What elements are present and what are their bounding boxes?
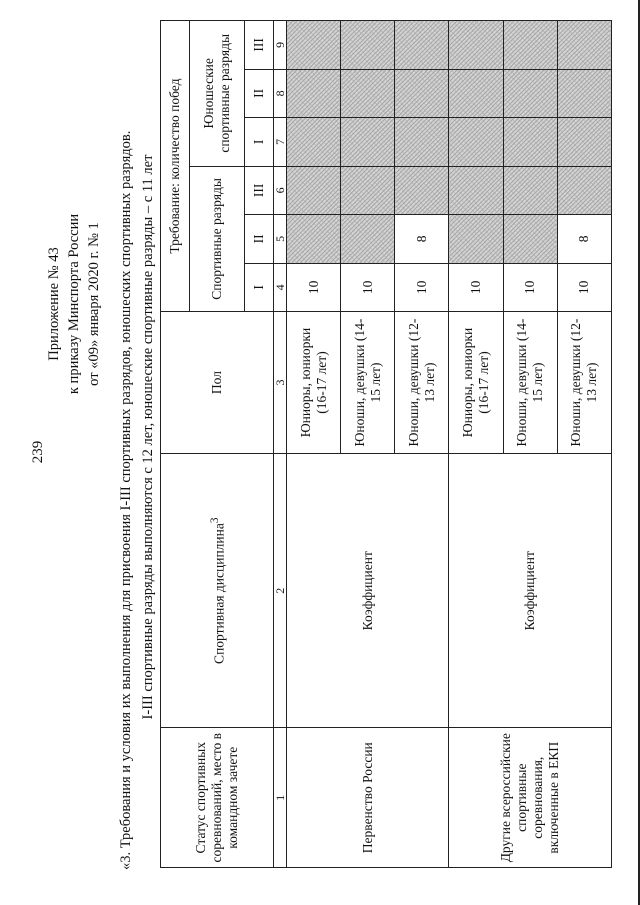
value-cell: 10 (286, 263, 340, 311)
hatched-cell (341, 166, 395, 214)
hatched-cell (503, 166, 557, 214)
appendix-line-3: от «09» января 2020 г. № 1 (86, 222, 102, 386)
sex-cell: Юниоры, юниорки (16-17 лет) (449, 312, 503, 454)
table-caption: I-III спортивные разряды выполняются с 12 лет, юношеские спортивные разряды – с 11 лет (140, 154, 156, 720)
column-number: 1 (273, 728, 286, 868)
sex-cell: Юноши, девушки (12-13 лет) (557, 312, 611, 454)
header-sex: Пол (161, 312, 274, 454)
appendix-line-1: Приложение № 43 (46, 247, 62, 361)
discipline-cell: Коэффициент (449, 454, 612, 728)
header-rank: III (244, 21, 273, 70)
hatched-cell (503, 21, 557, 70)
column-number: 8 (273, 69, 286, 117)
section-heading: «3. Требования и условия их выполнения для присвоения I-III спортивных разрядов, юношеских спортивных разрядов. (118, 130, 134, 870)
page-number: 239 (30, 440, 46, 464)
hatched-cell (557, 166, 611, 214)
value-cell: 8 (395, 215, 449, 263)
header-rank: II (244, 69, 273, 117)
hatched-cell (395, 69, 449, 117)
hatched-cell (503, 118, 557, 166)
hatched-cell (557, 118, 611, 166)
status-cell: Другие всероссийские спортивные соревнования, включенные в ЕКП (449, 728, 612, 868)
value-cell: 10 (395, 263, 449, 311)
column-number: 2 (273, 454, 286, 728)
column-number-row (273, 21, 286, 868)
hatched-cell (449, 21, 503, 70)
value-cell: 10 (557, 263, 611, 311)
status-cell: Первенство России (286, 728, 448, 868)
footnote-marker: 3 (208, 517, 221, 524)
table-row (449, 21, 503, 868)
appendix-block (44, 144, 104, 464)
column-number: 9 (273, 21, 286, 70)
header-rank: III (244, 166, 273, 214)
appendix-line-2: к приказу Минспорта России (66, 213, 82, 395)
hatched-cell (395, 21, 449, 70)
hatched-cell (395, 166, 449, 214)
hatched-cell (341, 215, 395, 263)
hatched-cell (557, 21, 611, 70)
header-rank: I (244, 263, 273, 311)
discipline-cell: Коэффициент (286, 454, 448, 728)
header-status: Статус спортивных соревнований, место в командном зачете (161, 728, 274, 868)
header-row-1 (161, 21, 190, 868)
hatched-cell (449, 166, 503, 214)
hatched-cell (286, 69, 340, 117)
hatched-cell (341, 21, 395, 70)
header-youth-ranks: Юношеские спортивные разряды (190, 21, 244, 167)
sex-cell: Юноши, девушки (14-15 лет) (341, 312, 395, 454)
header-discipline: Спортивная дисциплина$^3$ (161, 454, 274, 728)
hatched-cell (449, 69, 503, 117)
column-number: 6 (273, 166, 286, 214)
hatched-cell (557, 69, 611, 117)
column-number: 7 (273, 118, 286, 166)
rotated-content (20, 12, 620, 892)
header-sport-ranks: Спортивные разряды (190, 166, 244, 311)
hatched-cell (286, 21, 340, 70)
hatched-cell (449, 215, 503, 263)
hatched-cell (286, 118, 340, 166)
value-cell: 10 (341, 263, 395, 311)
hatched-cell (341, 69, 395, 117)
header-rank: II (244, 215, 273, 263)
sex-cell: Юниоры, юниорки (16-17 лет) (286, 312, 340, 454)
hatched-cell (503, 69, 557, 117)
requirements-table (160, 20, 612, 868)
value-cell: 10 (503, 263, 557, 311)
value-cell: 10 (449, 263, 503, 311)
column-number: 4 (273, 263, 286, 311)
hatched-cell (341, 118, 395, 166)
hatched-cell (395, 118, 449, 166)
hatched-cell (286, 166, 340, 214)
column-number: 5 (273, 215, 286, 263)
header-requirement: Требование: количество побед (161, 21, 190, 312)
sex-cell: Юноши, девушки (14-15 лет) (503, 312, 557, 454)
hatched-cell (449, 118, 503, 166)
sex-cell: Юноши, девушки (12-13 лет) (395, 312, 449, 454)
header-rank: I (244, 118, 273, 166)
hatched-cell (503, 215, 557, 263)
column-number: 3 (273, 312, 286, 454)
hatched-cell (286, 215, 340, 263)
value-cell: 8 (557, 215, 611, 263)
table-row (286, 21, 340, 868)
